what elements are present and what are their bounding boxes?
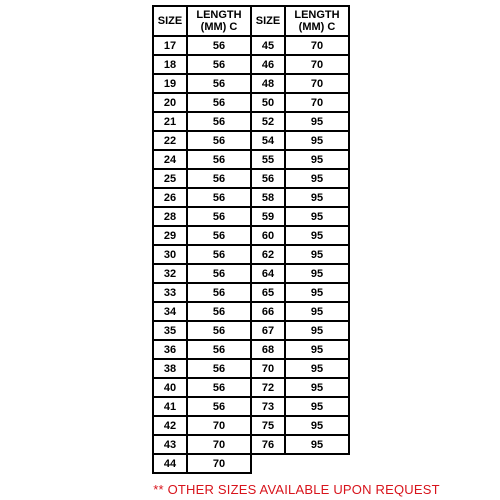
- size-cell-right: [251, 454, 285, 473]
- size-cell-right: 68: [251, 340, 285, 359]
- size-cell-left: 24: [153, 150, 187, 169]
- size-cell-right: 58: [251, 188, 285, 207]
- table-row: [153, 55, 349, 74]
- size-cell-right: 76: [251, 435, 285, 454]
- table-row: [153, 378, 349, 397]
- size-cell-right: 48: [251, 74, 285, 93]
- size-length-table: [152, 5, 350, 474]
- length-cell-right: 95: [285, 226, 349, 245]
- size-cell-right: 65: [251, 283, 285, 302]
- table-row: [153, 150, 349, 169]
- size-cell-left: 30: [153, 245, 187, 264]
- table-row: [153, 340, 349, 359]
- length-cell-left: 56: [187, 55, 251, 74]
- length-cell-left: 56: [187, 207, 251, 226]
- length-cell-right: 95: [285, 283, 349, 302]
- size-cell-left: 18: [153, 55, 187, 74]
- length-cell-right: 95: [285, 435, 349, 454]
- header-size-left: SIZE: [153, 6, 187, 36]
- length-cell-left: 56: [187, 112, 251, 131]
- length-cell-right: 95: [285, 340, 349, 359]
- table-row: [153, 36, 349, 55]
- length-cell-left: 56: [187, 283, 251, 302]
- size-cell-right: 70: [251, 359, 285, 378]
- size-cell-left: 41: [153, 397, 187, 416]
- size-cell-right: 59: [251, 207, 285, 226]
- size-cell-left: 28: [153, 207, 187, 226]
- size-cell-right: 64: [251, 264, 285, 283]
- size-cell-left: 17: [153, 36, 187, 55]
- size-cell-left: 33: [153, 283, 187, 302]
- table-row: [153, 359, 349, 378]
- size-cell-left: 26: [153, 188, 187, 207]
- length-cell-right: 95: [285, 397, 349, 416]
- size-cell-right: 66: [251, 302, 285, 321]
- length-cell-left: 56: [187, 302, 251, 321]
- length-cell-right: 95: [285, 150, 349, 169]
- size-cell-right: 67: [251, 321, 285, 340]
- length-cell-right: 95: [285, 112, 349, 131]
- length-cell-right: 95: [285, 131, 349, 150]
- size-cell-left: 44: [153, 454, 187, 473]
- length-cell-left: 56: [187, 93, 251, 112]
- size-cell-right: 72: [251, 378, 285, 397]
- table-row: [153, 207, 349, 226]
- length-cell-right: 95: [285, 359, 349, 378]
- length-cell-left: 56: [187, 321, 251, 340]
- length-cell-left: 56: [187, 226, 251, 245]
- length-cell-left: 70: [187, 416, 251, 435]
- table-row: [153, 169, 349, 188]
- size-cell-left: 38: [153, 359, 187, 378]
- table-row: [153, 245, 349, 264]
- length-cell-right: 95: [285, 245, 349, 264]
- length-cell-right: 95: [285, 321, 349, 340]
- size-cell-right: 54: [251, 131, 285, 150]
- table-row: [153, 416, 349, 435]
- footnote-other-sizes: ** OTHER SIZES AVAILABLE UPON REQUEST: [153, 482, 440, 497]
- length-cell-left: 56: [187, 36, 251, 55]
- length-cell-right: 95: [285, 264, 349, 283]
- table-row: [153, 131, 349, 150]
- size-cell-left: 34: [153, 302, 187, 321]
- header-row: [153, 6, 349, 36]
- length-cell-left: 56: [187, 340, 251, 359]
- length-cell-right: 95: [285, 188, 349, 207]
- length-cell-right: 70: [285, 93, 349, 112]
- length-cell-right: 95: [285, 416, 349, 435]
- size-cell-left: 40: [153, 378, 187, 397]
- table-row: [153, 283, 349, 302]
- length-cell-left: 56: [187, 397, 251, 416]
- table-row: [153, 264, 349, 283]
- length-cell-right: 70: [285, 74, 349, 93]
- length-cell-right: 70: [285, 36, 349, 55]
- size-cell-left: 32: [153, 264, 187, 283]
- table-row: [153, 188, 349, 207]
- size-cell-right: 62: [251, 245, 285, 264]
- table-row: [153, 93, 349, 112]
- table-body: [153, 36, 349, 473]
- length-cell-left: 56: [187, 359, 251, 378]
- table-row: [153, 74, 349, 93]
- size-cell-right: 73: [251, 397, 285, 416]
- length-cell-left: 56: [187, 188, 251, 207]
- size-cell-left: 22: [153, 131, 187, 150]
- length-cell-left: 56: [187, 74, 251, 93]
- length-cell-right: 70: [285, 55, 349, 74]
- size-cell-right: 56: [251, 169, 285, 188]
- table-row: [153, 226, 349, 245]
- size-cell-left: 35: [153, 321, 187, 340]
- length-cell-right: 95: [285, 169, 349, 188]
- length-cell-left: 56: [187, 169, 251, 188]
- size-cell-right: 50: [251, 93, 285, 112]
- size-cell-left: 25: [153, 169, 187, 188]
- size-cell-right: 55: [251, 150, 285, 169]
- length-cell-right: [285, 454, 349, 473]
- size-cell-left: 43: [153, 435, 187, 454]
- length-cell-left: 56: [187, 264, 251, 283]
- size-cell-right: 45: [251, 36, 285, 55]
- length-cell-left: 56: [187, 245, 251, 264]
- header-size-right: SIZE: [251, 6, 285, 36]
- table-row: [153, 397, 349, 416]
- length-cell-left: 70: [187, 435, 251, 454]
- length-cell-left: 56: [187, 150, 251, 169]
- length-cell-left: 56: [187, 378, 251, 397]
- length-cell-right: 95: [285, 207, 349, 226]
- size-cell-right: 52: [251, 112, 285, 131]
- size-cell-right: 46: [251, 55, 285, 74]
- length-cell-left: 70: [187, 454, 251, 473]
- size-cell-left: 29: [153, 226, 187, 245]
- table-row: [153, 302, 349, 321]
- length-cell-right: 95: [285, 378, 349, 397]
- size-cell-left: 36: [153, 340, 187, 359]
- length-cell-left: 56: [187, 131, 251, 150]
- size-cell-left: 20: [153, 93, 187, 112]
- header-length-left: LENGTH (MM) C: [187, 6, 251, 36]
- header-length-right: LENGTH (MM) C: [285, 6, 349, 36]
- table-header: [153, 6, 349, 36]
- table-row: [153, 435, 349, 454]
- size-cell-left: 21: [153, 112, 187, 131]
- size-cell-right: 60: [251, 226, 285, 245]
- length-cell-right: 95: [285, 302, 349, 321]
- table-row: [153, 454, 349, 473]
- table-row: [153, 112, 349, 131]
- table-row: [153, 321, 349, 340]
- size-cell-right: 75: [251, 416, 285, 435]
- size-cell-left: 19: [153, 74, 187, 93]
- size-cell-left: 42: [153, 416, 187, 435]
